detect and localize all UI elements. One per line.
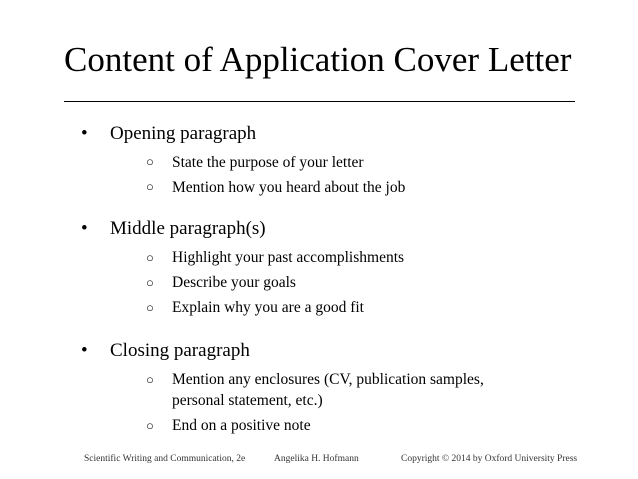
list-item: Describe your goals [172,274,296,291]
sub-bullet-marker: ○ [146,300,154,315]
bullet-marker: • [81,340,88,361]
list-item: Highlight your past accomplishments [172,249,405,266]
title-divider [64,101,575,102]
sub-bullet-marker: ○ [146,275,154,290]
section-heading: Closing paragraph [110,340,250,361]
section-heading: Opening paragraph [110,123,257,144]
list-item: End on a positive note [172,417,311,434]
list-item: Explain why you are a good fit [172,299,364,316]
footer-copyright: Copyright © 2014 by Oxford University Press [401,454,578,464]
sub-bullet-marker: ○ [146,179,154,194]
list-item-continuation: personal statement, etc.) [172,392,323,409]
section-heading: Middle paragraph(s) [110,218,266,239]
sub-bullet-marker: ○ [146,154,154,169]
bullet-marker: • [81,123,88,144]
sub-bullet-marker: ○ [146,250,154,265]
list-item: Mention any enclosures (CV, publication samples, [172,371,484,388]
sub-bullet-marker: ○ [146,372,154,387]
bullet-marker: • [81,218,88,239]
footer-author: Angelika H. Hofmann [274,454,359,464]
footer-book-title: Scientific Writing and Communication, 2e [84,454,246,464]
sub-bullet-marker: ○ [146,418,154,433]
list-item: Mention how you heard about the job [172,179,406,196]
list-item: State the purpose of your letter [172,154,364,171]
slide-title: Content of Application Cover Letter [64,40,572,79]
